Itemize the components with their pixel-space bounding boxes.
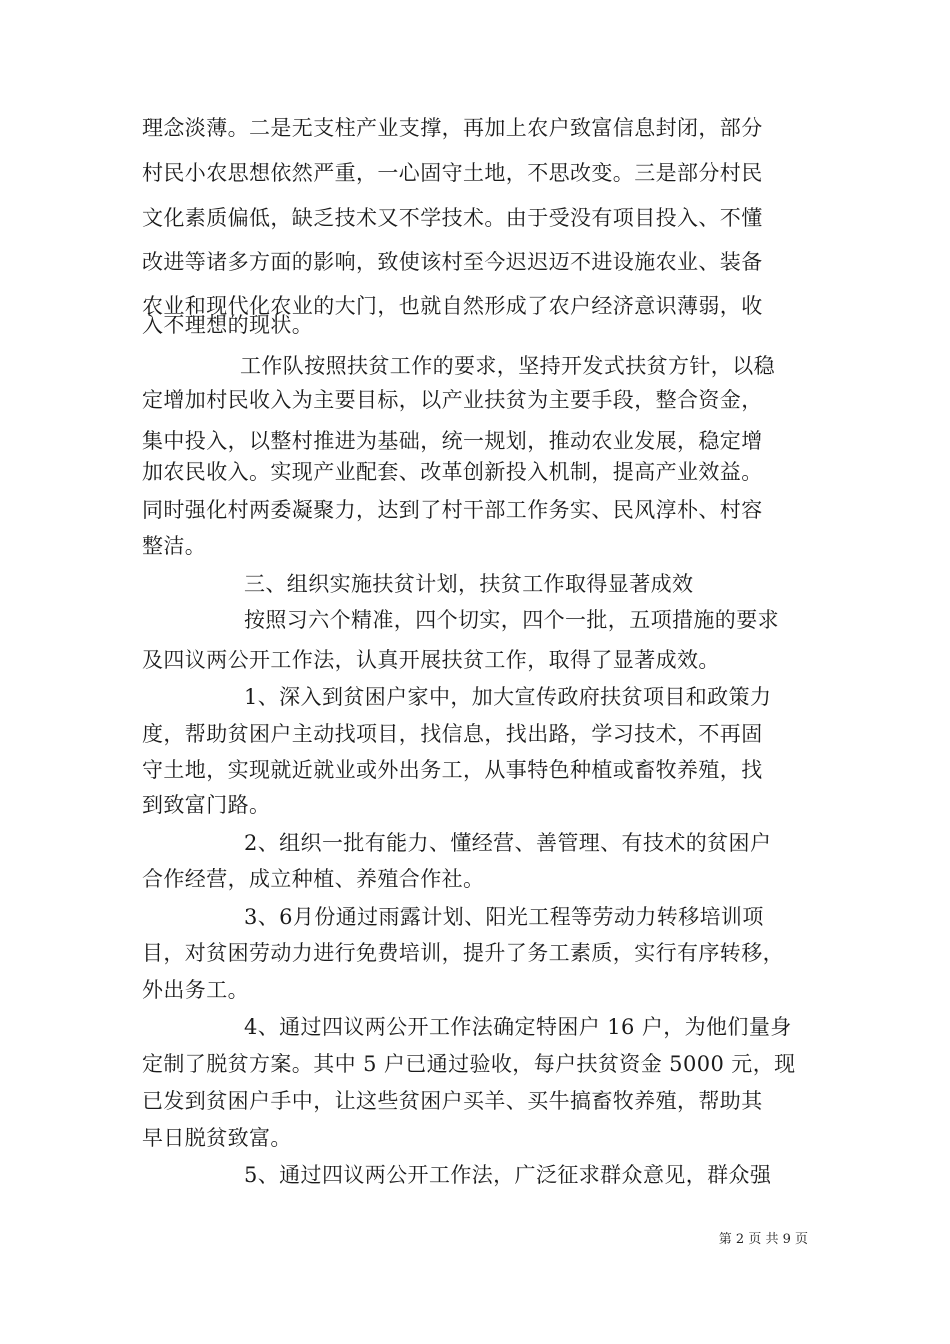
text-line: 入不理想的现状。 — [142, 313, 314, 337]
text-line: 外出务工。 — [142, 978, 249, 1002]
text-line: 度，帮助贫困户主动找项目，找信息，找出路，学习技术，不再固 — [142, 722, 763, 746]
page-number: 第 2 页 共 9 页 — [718, 1232, 808, 1247]
text-line: 按照习六个精准，四个切实，四个一批，五项措施的要求 — [244, 608, 779, 632]
text-line: 合作经营，成立种植、养殖合作社。 — [142, 867, 485, 891]
text-line: 到致富门路。 — [142, 793, 271, 817]
text-line: 守土地，实现就近就业或外出务工，从事特色种植或畜牧养殖，找 — [142, 758, 763, 782]
text-line: 文化素质偏低，缺乏技术又不学技术。由于受没有项目投入、不懂 — [142, 206, 763, 230]
list-item: 3、6月份通过雨露计划、阳光工程等劳动力转移培训项 — [244, 905, 764, 929]
text-line: 理念淡薄。二是无支柱产业支撑，再加上农户致富信息封闭，部分 — [142, 116, 763, 140]
text-line: 村民小农思想依然严重，一心固守土地，不思改变。三是部分村民 — [142, 161, 763, 185]
text-line: 定制了脱贫方案。其中 5 户已通过验收，每户扶贫资金 5000 元，现 — [142, 1052, 796, 1076]
list-item: 2、组织一批有能力、懂经营、善管理、有技术的贫困户 — [244, 831, 772, 855]
text-line: 同时强化村两委凝聚力，达到了村干部工作务实、民风淳朴、村容 — [142, 498, 763, 522]
list-item: 1、深入到贫困户家中，加大宣传政府扶贫项目和政策力 — [244, 685, 772, 709]
text-line: 改进等诸多方面的影响，致使该村至今迟迟迈不进设施农业、装备 — [142, 250, 763, 274]
text-line: 农业和现代化农业的大门，也就自然形成了农户经济意识薄弱，收 — [142, 294, 763, 318]
list-item: 5、通过四议两公开工作法，广泛征求群众意见，群众强 — [244, 1163, 772, 1187]
text-line: 及四议两公开工作法，认真开展扶贫工作，取得了显著成效。 — [142, 648, 720, 672]
text-line: 加农民收入。实现产业配套、改革创新投入机制，提高产业效益。 — [142, 460, 763, 484]
text-line: 已发到贫困户手中，让这些贫困户买羊、买牛搞畜牧养殖，帮助其 — [142, 1089, 763, 1113]
text-line: 集中投入，以整村推进为基础，统一规划，推动农业发展，稳定增 — [142, 429, 763, 453]
text-line: 目，对贫困劳动力进行免费培训，提升了务工素质，实行有序转移， — [142, 941, 784, 965]
section-heading: 三、组织实施扶贫计划，扶贫工作取得显著成效 — [244, 572, 694, 596]
list-item: 4、通过四议两公开工作法确定特困户 16 户，为他们量身 — [244, 1015, 792, 1039]
text-line: 整洁。 — [142, 534, 207, 558]
text-line: 定增加村民收入为主要目标，以产业扶贫为主要手段，整合资金， — [142, 388, 763, 412]
text-line: 早日脱贫致富。 — [142, 1126, 292, 1150]
text-line: 工作队按照扶贫工作的要求，坚持开发式扶贫方针，以稳 — [240, 354, 775, 378]
